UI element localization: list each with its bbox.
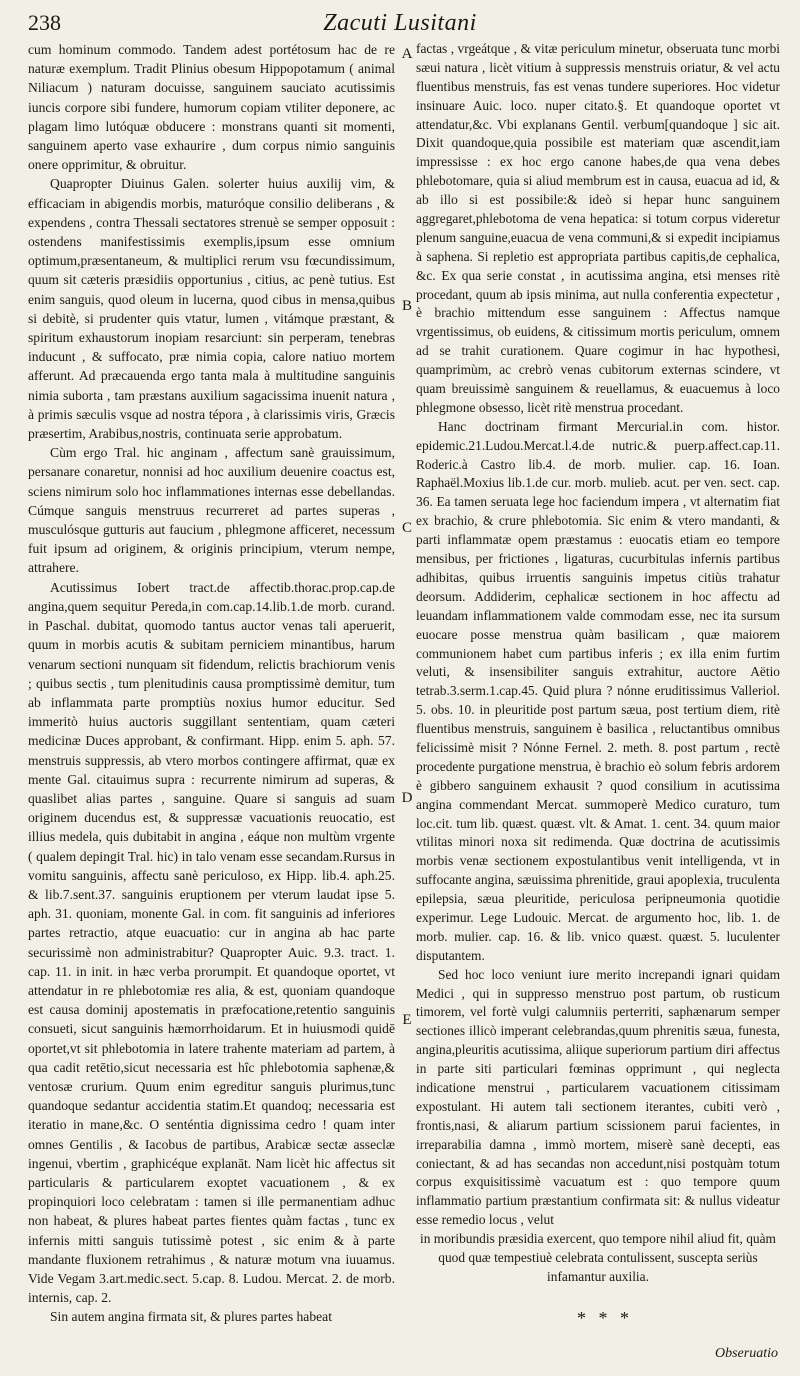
right-paragraph-closing: in moribundis præsidia exercent, quo tempore nihil aliud fit, quàm quod quæ tempestiuè celebrata contulissent, suscepta seriùs infamantur auxilia. bbox=[420, 1231, 776, 1284]
asterism-ornament: * * * bbox=[577, 1308, 633, 1328]
margin-letter-c: C bbox=[401, 520, 412, 536]
margin-letter-a: A bbox=[401, 46, 413, 62]
left-paragraph-3: Cùm ergo Tral. hic anginam , affectum sanè grauissimum, persanare conaretur, nonnisi ad hoc auxilium deuenire coactus est, sciens nimirum solo hoc inflammationes internas esse debellandas. Cúmque sanguis menstruus recurreret ad partes superas , musculósque gutturis aut faucium , phlegmone afficeret, necessum fuit ipsum ad originem, & originis principium, vterum nempe, attrahere. bbox=[28, 445, 395, 576]
right-paragraph-3: Sed hoc loco veniunt iure merito increpandi ignari quidam Medici , qui in suppresso menstruo post partum, ob rusticum timorem, vel fortè vulgi calumniis perterriti, saphænarum semper sectiones illicò imperant celebrandas,quum phrenitis sæua, funesta, angina,pleuritis acutissima, aliique superiorum partium diri affectus in parte siti particulari fœminas opprimunt , qui neglecta indicatione menstrui , particularem vacuationem citissimam expostulant. Hi autem tali sectionem iterantes, cubiti verò , frontis,nasi, & aliarum partium scissionem parui facientes, in irreparabilia damna , immò mortem, miserè sanè decepti, eas coniectant, & ad has secandas non accedunt,nisi postquàm totum corpus exquisitissimè vacuatum est : quo tempore quum inflammatio partium præstantium confirmata sit: & nullus videatur esse remedio locus , velut bbox=[416, 966, 780, 1228]
margin-letter-b: B bbox=[401, 298, 412, 314]
catchword: Obseruatio bbox=[715, 1346, 778, 1361]
left-paragraph-5: Sin autem angina firmata sit, & plures partes habeat bbox=[50, 1309, 332, 1325]
page-header bbox=[0, 8, 800, 40]
left-paragraph-2: Quapropter Diuinus Galen. solerter huius auxilij vim, & efficaciam in abigendis morbis, maturóque consilio deliberans , & expendens , contra Thessali sectatores strenuè se semper opposuit : ostendens manifestissimis exemplis,ipsum esse omnium optimum,præsentaneum, & multiplici rerum vsu fœcundissimum, quum sit cæteris præsidiis opportunius , citius, ac penè tutius. Est enim sanguis, quod oleum in lucerna, quod cibus in mensa,quibus si debitè, si prudenter quis vtatur, lumen , vitámque præstant, & spiritum exhaustorum inopiam resarciunt: sin perperam, tenebras inducunt , & suffocato, præ nimia copia, calore natiuo mortem afferunt. Ad præcauenda ergo tanta mala à multitudine sanguinis nimia suborta , tam præstans auxilium sagacissima inuenit natura , à primis sæculis vsque ad nostra tépora , à clarissimis viris, Græcis præsertim, Arabibus,nostris, continuata serie approbatum. bbox=[28, 176, 395, 442]
left-paragraph-1: cum hominum commodo. Tandem adest portétosum hac de re naturæ exemplum. Tradit Plinius obesum Hippopotamum ( animal Niliacum ) naturam docuisse, sanguinem sauciato acutissimis iuncis corpore sibi fundere, humorum copiam vtiliter deponere, ac plagam limo lutóquæ obducere : monstrans quanti sit momenti, sanguinem aperto vase exhaurire , dum corpus nimio sanguinis onere opprimitur, & obruitur. bbox=[28, 42, 395, 173]
right-column bbox=[416, 40, 780, 1287]
running-title: Zacuti Lusitani bbox=[323, 10, 477, 36]
margin-letter-e: E bbox=[402, 1012, 412, 1028]
right-paragraph-2: Hanc doctrinam firmant Mercurial.in com. histor. epidemic.21.Ludou.Mercat.l.4.de nutric.& puerp.affect.cap.11. Roderic.à Castro lib.4. de morb. mulier. cap. 16. Ioan. Raphaël.Moxius lib.1.de cur. morb. mulieb. acut. per ven. sect. cap. 36. Ea tamen seruata lege hoc faciendum impera , vt alternatim fiat ex brachio, & crure phlebotomia. Sic enim & vtero mandanti, & parti inflammatæ opem præstamus : euocatis etiam eo tempore mensibus, per frictiones , ligaturas, cucurbitulas infernis partibus adhibitas, quibus irruentis sanguinis impetus citiùs trahatur deorsum. Addiderim, cephalicæ sectionem in hoc affectu ad leuandam inflammationem valde commodam esse, nec ita sursum euocare posse menstrua quàm basilicam , quæ maiorem communionem habet cum partibus inferis ; ex illa enim furtim veluti, & insensibiliter sanguis extrahitur, auctore Aëtio tetrab.3.serm.1.cap.45. Quid plura ? nónne eruditissimus Valleriol. 5. obs. 10. in pleuritide post partum sæua, post tertium diem, ritè fluentibus menstruis, sanguinem è basilica , reluctantibus omnibus felicissimè misit ? Nónne Fernel. 2. meth. 8. post partum , rectè procedente purgatione menstrua, è brachio eò solum febris ardorem è gibbero sanguinem exhausit ? quod consilium in acutissima angina commendant Mercat. summoperè Medico curaturo, tum loc.cit. tum lib. quæst. quæst. vlt. & Amat. 1. cent. 34. quum maior vtilitas minori noxa sit redimenda. Quæ doctrina de acutissimis morbis venæ sectionem expostulantibus venit intelligenda, vt in suffocante angina, sæuissima phrenitide, graui apoplexia, truculenta epilepsia, sæua pleuritide, periculosa peripneumonia quotidie experimur. Lege Ludouic. Mercat. de argumento hoc, lib. 1. de morb. mulier. cap. 16. & lib. vnico quæst. quæst. 5. luculenter disputantem. bbox=[416, 418, 780, 963]
left-column bbox=[28, 40, 395, 1327]
left-paragraph-4: Acutissimus Iobert tract.de affectib.thorac.prop.cap.de angina,quem sequitur Pereda,in com.cap.14.lib.1.de morb. curand. in Paschal. dubitat, quomodo tantus auctor venas tali aperuerit, quum in morbis acutis & subitam perniciem minantibus, harum venarum sectioni nunquam sit fidendum, relictis brachiorum venis ; quibus sectis , tum plenitudinis causa promptissimè demitur, tum ab inflammata parte promptiùs noxius humor educitur. Sed immeritò huius auctoris suggillant sententiam, quam cæteri medicinæ Duces approbant, & confirmant. Hipp. enim 5. aph. 57. menstruis suppressis, ab vtero morbos contingere affirmat, quæ ex mente Gal. citauimus supra : recurrente nimirum ad superas, & quaslibet alias partes , sanguine. Quare si sanguis ad suam originem ducendus est, & suppressæ vacuationis reuocatio, est illius medela, quis dubitabit in angina , eáque non multùm vrgente ( qualem depingit Tral. hic) in talo venam esse secandam.Rursus in vomitu sanguinis, affectu sanè periculoso, ex Hipp. lib.4. aph.25. & lib.7.sent.37. sanguinis eruptionem per vterum laudat ipse 5. aph. 31. quoniam, monente Gal. in com. fit sanguinis ad inferiores partes retractio, atque euacuatio: cur in angina ab hac parte securissimè non administrabitur? Quapropter Auic. 9.3. tract. 1. cap. 11. in init. in hæc verba prorumpit. Et quandoque oportet, vt attendatur in re phlebotomiæ res alia, & est, quoniam quandoque est causa dominij apostematis in præfocatione,retentio sanguinis consueti, sicut sanguinis hæmorrhoidarum. Et in huiusmodi quidē oportet,vt sit phlebotomia in latere trahente materiam ad partem, à qua cadit retētio,sicut necessaria est hîc phlebotomia saphenæ,& ventosæ crurium. Quum enim egreditur sanguis plurimus,tunc quandoque sedantur accidentia statim.Et quandoq; necessaria est iteratio in mane,&c. O senténtia dignissima cedro ! quam inter omnes Gentilis , & Iacobus de partibus, Arabicæ sectæ asseclæ ingenui, vbertim , graphicéque explanāt. Nam licèt hic affectus sit particularis & particularem exoptet vacuationem , & ex propinquiori loco celebratam : tamen si ille permanentiam adhuc non habeat, & plures habeat partes fientes quàm factas , tunc ex infernis mitti sanguis tutissimè potest , sic enim & à parte mandante fluxionem retrahimus , & naturæ motum vna iuuamus. Vide Vegam 3.art.medic.sect. 5.cap. 8. Ludou. Mercat. 2. de morb. internis, cap. 2. bbox=[28, 579, 395, 1306]
margin-letter-d: D bbox=[401, 790, 413, 806]
right-paragraph-1: factas , vrgeátque , & vitæ periculum minetur, obseruata tunc morbi sæui natura , licèt vitium à suppressis menstruis oriatur, & vel actu fluentibus menstruis, fas est venas tundere superiores. Hoc videtur insinuare Auic. loco. nuper citato.§. Et quandoque oportet vt attendatur,&c. Vbi explanans Gentil. verbum[quandoque ] sic ait. Dixit quandoque,quia possibile est materiam quæ ascendit,iam impressisse : ex hoc ergo canone habes,de qua vena debes phlebotomare, quia si aliud membrum est in causa, euacua ad id, & ab illo si est possibile:& ideò si hepar hunc sanguinem aggregaret,phlebotoma de vena hepatica: si totum corpus videretur plenum sanguine,euacua de vena communi,& si expedit incipiamus à saphena. Si repletio est appropriata partibus capitis,de cephalica, &c. Ex qua serie constat , in acutissima angina, etsi menses ritè procedant, quum ab ipsis minima, aut nulla conferentia expectetur , è brachio mittendum esse sanguinem : Affectus namque vrgentissimus, ob euidens, & citissimum mortis periculum, omnem ad se trahit curationem. Quare cogimur in hac hypothesi, quamprimùm, ac crebrò venas cubitorum externas scindere, vt quam breuissimè sanguinem & reuellamus, & euacuemus à loco phlegmone obsesso, licèt ritè menstrua procedant. bbox=[416, 41, 780, 415]
page-number: 238 bbox=[28, 10, 61, 35]
